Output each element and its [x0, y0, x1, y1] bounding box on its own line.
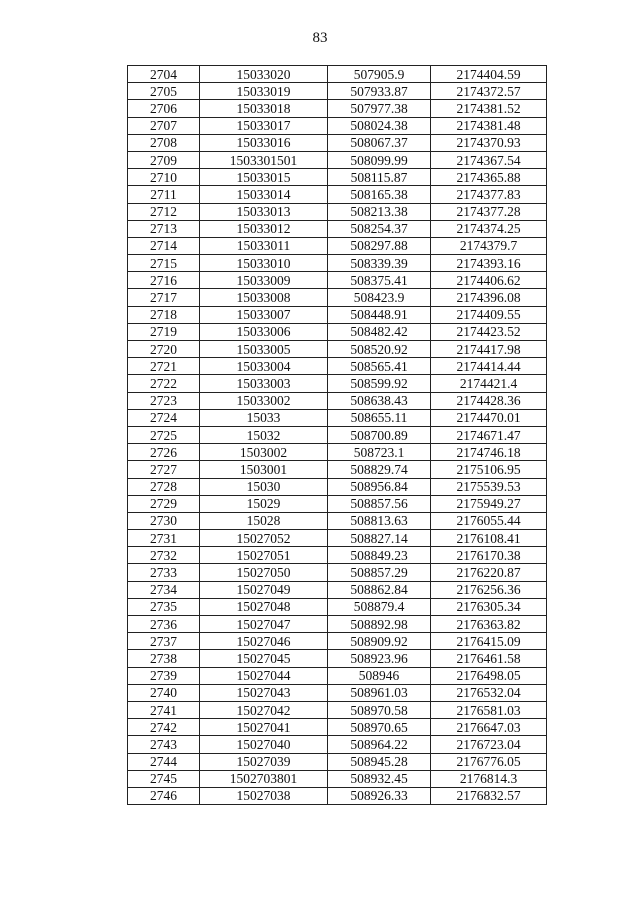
y-coordinate-cell: 2174417.98 — [431, 341, 547, 358]
y-coordinate-cell: 2174372.57 — [431, 83, 547, 100]
point-id-cell: 15027038 — [200, 787, 328, 804]
point-id-cell: 15027047 — [200, 616, 328, 633]
row-number-cell: 2732 — [128, 547, 200, 564]
row-number-cell: 2727 — [128, 461, 200, 478]
y-coordinate-cell: 2176647.03 — [431, 719, 547, 736]
row-number-cell: 2713 — [128, 220, 200, 237]
point-id-cell: 15027051 — [200, 547, 328, 564]
row-number-cell: 2728 — [128, 478, 200, 495]
row-number-cell: 2734 — [128, 581, 200, 598]
x-coordinate-cell: 508813.63 — [328, 512, 431, 529]
y-coordinate-cell: 2176832.57 — [431, 787, 547, 804]
x-coordinate-cell: 508857.29 — [328, 564, 431, 581]
x-coordinate-cell: 508638.43 — [328, 392, 431, 409]
point-id-cell: 15033012 — [200, 220, 328, 237]
x-coordinate-cell: 508849.23 — [328, 547, 431, 564]
table-row — [128, 650, 547, 667]
y-coordinate-cell: 2174370.93 — [431, 134, 547, 151]
table-row — [128, 83, 547, 100]
y-coordinate-cell: 2174377.83 — [431, 186, 547, 203]
x-coordinate-cell: 507977.38 — [328, 100, 431, 117]
table-row — [128, 564, 547, 581]
y-coordinate-cell: 2174409.55 — [431, 306, 547, 323]
point-id-cell: 15033006 — [200, 323, 328, 340]
point-id-cell: 15027050 — [200, 564, 328, 581]
y-coordinate-cell: 2174367.54 — [431, 151, 547, 168]
point-id-cell: 15033018 — [200, 100, 328, 117]
y-coordinate-cell: 2176256.36 — [431, 581, 547, 598]
table-row — [128, 66, 547, 83]
x-coordinate-cell: 508700.89 — [328, 426, 431, 443]
point-id-cell: 15033009 — [200, 272, 328, 289]
row-number-cell: 2710 — [128, 169, 200, 186]
x-coordinate-cell: 508482.42 — [328, 323, 431, 340]
y-coordinate-cell: 2174423.52 — [431, 323, 547, 340]
table-row — [128, 220, 547, 237]
point-id-cell: 15033014 — [200, 186, 328, 203]
table-row — [128, 392, 547, 409]
table-row — [128, 323, 547, 340]
y-coordinate-cell: 2175106.95 — [431, 461, 547, 478]
y-coordinate-cell: 2174374.25 — [431, 220, 547, 237]
row-number-cell: 2722 — [128, 375, 200, 392]
point-id-cell: 15028 — [200, 512, 328, 529]
row-number-cell: 2743 — [128, 736, 200, 753]
x-coordinate-cell: 508375.41 — [328, 272, 431, 289]
row-number-cell: 2708 — [128, 134, 200, 151]
point-id-cell: 1503001 — [200, 461, 328, 478]
table-row — [128, 753, 547, 770]
point-id-cell: 1503301501 — [200, 151, 328, 168]
page-number: 83 — [312, 30, 328, 46]
point-id-cell: 15032 — [200, 426, 328, 443]
row-number-cell: 2707 — [128, 117, 200, 134]
row-number-cell: 2714 — [128, 237, 200, 254]
point-id-cell: 15027049 — [200, 581, 328, 598]
x-coordinate-cell: 508956.84 — [328, 478, 431, 495]
table-row — [128, 186, 547, 203]
x-coordinate-cell: 508565.41 — [328, 358, 431, 375]
row-number-cell: 2746 — [128, 787, 200, 804]
row-number-cell: 2738 — [128, 650, 200, 667]
x-coordinate-cell: 508520.92 — [328, 341, 431, 358]
table-row — [128, 770, 547, 787]
point-id-cell: 15033004 — [200, 358, 328, 375]
table-row — [128, 375, 547, 392]
row-number-cell: 2741 — [128, 701, 200, 718]
table-row — [128, 547, 547, 564]
y-coordinate-cell: 2174470.01 — [431, 409, 547, 426]
point-id-cell: 15027045 — [200, 650, 328, 667]
y-coordinate-cell: 2174396.08 — [431, 289, 547, 306]
y-coordinate-cell: 2176108.41 — [431, 530, 547, 547]
x-coordinate-cell: 508857.56 — [328, 495, 431, 512]
y-coordinate-cell: 2174404.59 — [431, 66, 547, 83]
y-coordinate-cell: 2174671.47 — [431, 426, 547, 443]
x-coordinate-cell: 508827.14 — [328, 530, 431, 547]
x-coordinate-cell: 508599.92 — [328, 375, 431, 392]
y-coordinate-cell: 2174381.52 — [431, 100, 547, 117]
point-id-cell: 15030 — [200, 478, 328, 495]
y-coordinate-cell: 2176498.05 — [431, 667, 547, 684]
y-coordinate-cell: 2176776.05 — [431, 753, 547, 770]
point-id-cell: 15033005 — [200, 341, 328, 358]
y-coordinate-cell: 2176532.04 — [431, 684, 547, 701]
y-coordinate-cell: 2174393.16 — [431, 255, 547, 272]
point-id-cell: 1503002 — [200, 444, 328, 461]
row-number-cell: 2718 — [128, 306, 200, 323]
table-row — [128, 633, 547, 650]
y-coordinate-cell: 2176461.58 — [431, 650, 547, 667]
table-row — [128, 616, 547, 633]
row-number-cell: 2720 — [128, 341, 200, 358]
y-coordinate-cell: 2174365.88 — [431, 169, 547, 186]
y-coordinate-cell: 2175949.27 — [431, 495, 547, 512]
x-coordinate-cell: 508923.96 — [328, 650, 431, 667]
x-coordinate-cell: 508961.03 — [328, 684, 431, 701]
row-number-cell: 2739 — [128, 667, 200, 684]
table-row — [128, 134, 547, 151]
table-row — [128, 237, 547, 254]
row-number-cell: 2726 — [128, 444, 200, 461]
point-id-cell: 15027040 — [200, 736, 328, 753]
table-row — [128, 667, 547, 684]
y-coordinate-cell: 2176814.3 — [431, 770, 547, 787]
row-number-cell: 2731 — [128, 530, 200, 547]
x-coordinate-cell: 508926.33 — [328, 787, 431, 804]
x-coordinate-cell: 507905.9 — [328, 66, 431, 83]
row-number-cell: 2723 — [128, 392, 200, 409]
x-coordinate-cell: 508879.4 — [328, 598, 431, 615]
table-row — [128, 581, 547, 598]
x-coordinate-cell: 508909.92 — [328, 633, 431, 650]
table-row — [128, 444, 547, 461]
y-coordinate-cell: 2174377.28 — [431, 203, 547, 220]
row-number-cell: 2730 — [128, 512, 200, 529]
table-row — [128, 306, 547, 323]
row-number-cell: 2712 — [128, 203, 200, 220]
point-id-cell: 15033003 — [200, 375, 328, 392]
x-coordinate-cell: 508946 — [328, 667, 431, 684]
row-number-cell: 2735 — [128, 598, 200, 615]
row-number-cell: 2715 — [128, 255, 200, 272]
row-number-cell: 2711 — [128, 186, 200, 203]
point-id-cell: 1502703801 — [200, 770, 328, 787]
x-coordinate-cell: 508297.88 — [328, 237, 431, 254]
row-number-cell: 2737 — [128, 633, 200, 650]
table-row — [128, 117, 547, 134]
table-row — [128, 289, 547, 306]
x-coordinate-cell: 508932.45 — [328, 770, 431, 787]
y-coordinate-cell: 2174414.44 — [431, 358, 547, 375]
coordinates-table-body — [128, 66, 547, 805]
y-coordinate-cell: 2176415.09 — [431, 633, 547, 650]
table-row — [128, 787, 547, 804]
row-number-cell: 2745 — [128, 770, 200, 787]
x-coordinate-cell: 508862.84 — [328, 581, 431, 598]
row-number-cell: 2717 — [128, 289, 200, 306]
row-number-cell: 2721 — [128, 358, 200, 375]
table-row — [128, 426, 547, 443]
point-id-cell: 15033011 — [200, 237, 328, 254]
y-coordinate-cell: 2175539.53 — [431, 478, 547, 495]
row-number-cell: 2724 — [128, 409, 200, 426]
x-coordinate-cell: 508970.58 — [328, 701, 431, 718]
row-number-cell: 2744 — [128, 753, 200, 770]
table-row — [128, 512, 547, 529]
y-coordinate-cell: 2174406.62 — [431, 272, 547, 289]
x-coordinate-cell: 508254.37 — [328, 220, 431, 237]
point-id-cell: 15027043 — [200, 684, 328, 701]
row-number-cell: 2719 — [128, 323, 200, 340]
table-row — [128, 409, 547, 426]
row-number-cell: 2704 — [128, 66, 200, 83]
coordinates-table — [127, 65, 547, 805]
y-coordinate-cell: 2176305.34 — [431, 598, 547, 615]
table-row — [128, 495, 547, 512]
table-row — [128, 478, 547, 495]
x-coordinate-cell: 508945.28 — [328, 753, 431, 770]
point-id-cell: 15027048 — [200, 598, 328, 615]
point-id-cell: 15033016 — [200, 134, 328, 151]
y-coordinate-cell: 2174428.36 — [431, 392, 547, 409]
row-number-cell: 2725 — [128, 426, 200, 443]
x-coordinate-cell: 508723.1 — [328, 444, 431, 461]
point-id-cell: 15033015 — [200, 169, 328, 186]
x-coordinate-cell: 508964.22 — [328, 736, 431, 753]
table-row — [128, 719, 547, 736]
point-id-cell: 15029 — [200, 495, 328, 512]
x-coordinate-cell: 508448.91 — [328, 306, 431, 323]
table-row — [128, 100, 547, 117]
x-coordinate-cell: 508099.99 — [328, 151, 431, 168]
x-coordinate-cell: 508339.39 — [328, 255, 431, 272]
y-coordinate-cell: 2176363.82 — [431, 616, 547, 633]
point-id-cell: 15027052 — [200, 530, 328, 547]
x-coordinate-cell: 508892.98 — [328, 616, 431, 633]
point-id-cell: 15033008 — [200, 289, 328, 306]
table-row — [128, 598, 547, 615]
x-coordinate-cell: 508024.38 — [328, 117, 431, 134]
point-id-cell: 15033017 — [200, 117, 328, 134]
x-coordinate-cell: 508115.87 — [328, 169, 431, 186]
x-coordinate-cell: 508655.11 — [328, 409, 431, 426]
table-row — [128, 272, 547, 289]
row-number-cell: 2706 — [128, 100, 200, 117]
point-id-cell: 15033002 — [200, 392, 328, 409]
point-id-cell: 15027041 — [200, 719, 328, 736]
point-id-cell: 15027042 — [200, 701, 328, 718]
point-id-cell: 15033013 — [200, 203, 328, 220]
x-coordinate-cell: 508970.65 — [328, 719, 431, 736]
table-row — [128, 255, 547, 272]
x-coordinate-cell: 508067.37 — [328, 134, 431, 151]
y-coordinate-cell: 2174379.7 — [431, 237, 547, 254]
table-row — [128, 203, 547, 220]
x-coordinate-cell: 507933.87 — [328, 83, 431, 100]
table-row — [128, 684, 547, 701]
table-row — [128, 701, 547, 718]
table-row — [128, 341, 547, 358]
table-row — [128, 461, 547, 478]
table-row — [128, 358, 547, 375]
point-id-cell: 15027046 — [200, 633, 328, 650]
point-id-cell: 15033020 — [200, 66, 328, 83]
row-number-cell: 2705 — [128, 83, 200, 100]
table-row — [128, 736, 547, 753]
table-row — [128, 169, 547, 186]
row-number-cell: 2742 — [128, 719, 200, 736]
y-coordinate-cell: 2176723.04 — [431, 736, 547, 753]
y-coordinate-cell: 2176581.03 — [431, 701, 547, 718]
point-id-cell: 15033010 — [200, 255, 328, 272]
row-number-cell: 2740 — [128, 684, 200, 701]
row-number-cell: 2729 — [128, 495, 200, 512]
y-coordinate-cell: 2174381.48 — [431, 117, 547, 134]
x-coordinate-cell: 508829.74 — [328, 461, 431, 478]
y-coordinate-cell: 2176170.38 — [431, 547, 547, 564]
row-number-cell: 2736 — [128, 616, 200, 633]
table-row — [128, 530, 547, 547]
y-coordinate-cell: 2174746.18 — [431, 444, 547, 461]
point-id-cell: 15027044 — [200, 667, 328, 684]
row-number-cell: 2733 — [128, 564, 200, 581]
x-coordinate-cell: 508165.38 — [328, 186, 431, 203]
x-coordinate-cell: 508423.9 — [328, 289, 431, 306]
y-coordinate-cell: 2176055.44 — [431, 512, 547, 529]
table-row — [128, 151, 547, 168]
y-coordinate-cell: 2174421.4 — [431, 375, 547, 392]
point-id-cell: 15033 — [200, 409, 328, 426]
row-number-cell: 2716 — [128, 272, 200, 289]
point-id-cell: 15027039 — [200, 753, 328, 770]
row-number-cell: 2709 — [128, 151, 200, 168]
point-id-cell: 15033019 — [200, 83, 328, 100]
x-coordinate-cell: 508213.38 — [328, 203, 431, 220]
y-coordinate-cell: 2176220.87 — [431, 564, 547, 581]
point-id-cell: 15033007 — [200, 306, 328, 323]
